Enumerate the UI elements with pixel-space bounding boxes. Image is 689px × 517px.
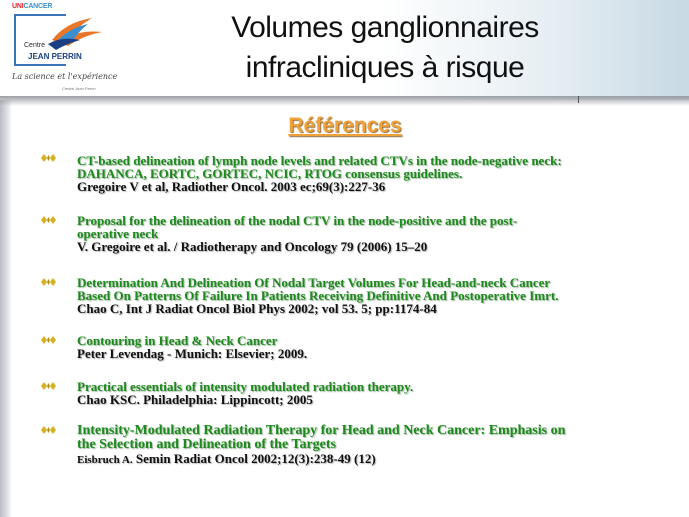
title-line-2: infracliniques à risque [245, 51, 525, 84]
references-heading: Références [288, 114, 402, 137]
reference-citation: Peter Levendag - Munich: Elsevier; 2009. [77, 346, 308, 361]
reference-title-line: the Selection and Delineation of the Targets [77, 437, 336, 452]
reference-title-line: DAHANCA, EORTC, GORTEC, NCIC, RTOG consensus guidelines. [77, 166, 463, 181]
logo-jean-perrin-text: JEAN PERRIN [28, 52, 82, 61]
diamond-bullet-icon [40, 277, 58, 287]
diamond-bullet-icon [40, 153, 58, 163]
diamond-bullet-icon [40, 425, 58, 435]
reference-title-line: Determination And Delineation Of Nodal Target Volumes For Head-and-neck Cancer [77, 275, 551, 290]
slide-title [170, 8, 600, 88]
diamond-bullet-icon [40, 381, 58, 391]
unicancer-badge: UNICANCER [12, 3, 53, 10]
reference-title-line: Contouring in Head & Neck Cancer [77, 333, 278, 348]
diamond-bullet-icon [40, 335, 58, 345]
logo-emblem [14, 14, 102, 64]
reference-citation: Chao C, Int J Radiat Oncol Biol Phys 2002; vol 53. 5; pp:1174-84 [77, 301, 437, 316]
unicancer-jean-perrin-logo [10, 2, 118, 96]
reference-title-line: Intensity-Modulated Radiation Therapy for Head and Neck Cancer: Emphasis on [77, 423, 566, 438]
header-tick-mark [578, 96, 579, 103]
reference-title-line: CT-based delineation of lymph node levels and related CTVs in the node-negative neck: [77, 153, 562, 168]
reference-citation-text: Semin Radiat Oncol 2002;12(3):238-49 (12) [135, 451, 376, 466]
reference-title-line: Practical essentials of intensity modulated radiation therapy. [77, 379, 414, 394]
logo-tagline: La science et l'expérience [12, 72, 118, 81]
title-line-1: Volumes ganglionnaires [231, 11, 539, 44]
reference-title-line: Proposal for the delineation of the nodal CTV in the node-positive and the post- [77, 213, 518, 228]
reference-title-line: Based On Patterns Of Failure In Patients Receiving Definitive And Postoperative Imrt. [77, 288, 559, 303]
reference-citation: Chao KSC. Philadelphia: Lippincott; 2005 [77, 392, 313, 407]
diamond-bullet-icon [40, 215, 58, 225]
logo-signature: Centre Jean Perrin [62, 86, 96, 91]
reference-citation: Gregoire V et al, Radiother Oncol. 2003 ec;69(3):227-36 [77, 179, 386, 194]
header-shadow [0, 96, 689, 106]
reference-citation [77, 452, 677, 467]
reference-title-line: operative neck [77, 226, 159, 241]
reference-citation: V. Gregoire et al. / Radiotherapy and Oncology 79 (2006) 15–20 [77, 239, 428, 254]
reference-author: Eisbruch A. [77, 454, 133, 466]
logo-centre-text: Centre [24, 42, 46, 49]
